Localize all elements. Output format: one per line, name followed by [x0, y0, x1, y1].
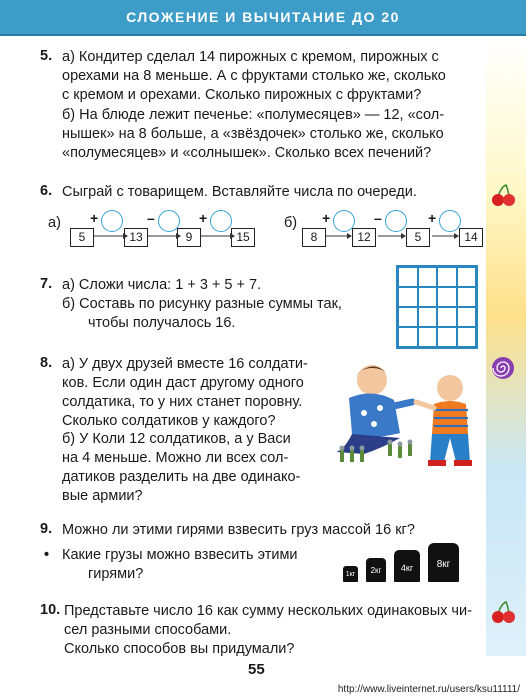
chain-a-box-2: 13: [124, 228, 148, 247]
weight-8kg: 8кг: [428, 543, 459, 582]
task5-a-line1: а) Кондитер сделал 14 пирожных с кремом, пирожных с: [62, 49, 439, 65]
weight-2kg: 2кг: [366, 558, 386, 582]
task8-a-line2: ков. Если один даст другому одного: [62, 375, 304, 391]
spiral-icon: [490, 355, 516, 381]
chain-b-op-2: –: [374, 210, 382, 226]
task9-text: Можно ли этими гирями взвесить груз массой 16 кг?: [62, 522, 415, 538]
footer-url: http://www.liveinternet.ru/users/ksu11111/: [337, 684, 520, 695]
task10-line2: сел разными способами.: [64, 622, 232, 638]
chain-a-box-4: 15: [231, 228, 255, 247]
chain-a-box-1: 5: [70, 228, 94, 247]
task10-line1: Представьте число 16 как сумму нескольких одинаковых чи-: [64, 603, 472, 619]
task10-number: 10.: [40, 602, 61, 618]
chain-a-op-3: +: [199, 210, 208, 226]
task8-b-line1: б) У Коли 12 солдатиков, а у Васи: [62, 431, 291, 447]
two-boys-illustration: [334, 358, 488, 470]
header-title: СЛОЖЕНИЕ И ВЫЧИТАНИЕ ДО 20: [126, 9, 400, 25]
task10-line3: Сколько способов вы придумали?: [64, 641, 295, 657]
task6-text: Сыграй с товарищем. Вставляйте числа по очереди.: [62, 184, 417, 200]
chain-a-op-1: +: [90, 210, 99, 226]
task8-a-line4: Сколько солдатиков у каждого?: [62, 413, 276, 429]
task6-number: 6.: [40, 183, 53, 199]
chain-a-arrows: [70, 225, 260, 245]
task7-b-line2: чтобы получалось 16.: [88, 315, 236, 331]
task5-a-line3: с кремом и орехами. Сколько пирожных с фруктами?: [62, 87, 422, 103]
task8-b-line2: на 4 меньше. Можно ли всех сол-: [62, 450, 289, 466]
chain-b-box-3: 5: [406, 228, 430, 247]
task8-number: 8.: [40, 355, 53, 371]
task6-a-label: а): [48, 215, 61, 231]
page-number: 55: [248, 661, 265, 678]
page-header: [0, 0, 526, 34]
task9-number: 9.: [40, 521, 53, 537]
task5-b-line3: «полумесяцев» и «солнышек». Сколько всех печений?: [62, 145, 432, 161]
task5-a-line2: орехами на 8 меньше. А с фруктами столько же, сколько: [62, 68, 446, 84]
task7-number: 7.: [40, 276, 53, 292]
task8-a-line1: а) У двух друзей вместе 16 солдати-: [62, 356, 308, 372]
task9-b-line2: гирями?: [88, 566, 144, 582]
header-border: [0, 34, 526, 36]
task5-b-line2: нышек» на 8 больше, а «звёздочек» столько же, сколько: [62, 126, 444, 142]
task9-bullet: •: [44, 547, 50, 563]
weight-1kg: 1кг: [343, 566, 358, 582]
task8-a-line3: солдатика, то у них станет поровну.: [62, 394, 303, 410]
task7-b-line1: б) Составь по рисунку разные суммы так,: [62, 296, 342, 312]
chain-b-op-3: +: [428, 210, 437, 226]
weight-4kg: 4кг: [394, 550, 420, 582]
cherry-icon: [490, 183, 516, 207]
chain-b-arrows: [302, 225, 472, 245]
chain-a-box-3: 9: [177, 228, 201, 247]
chain-b-box-1: 8: [302, 228, 326, 247]
number-grid: [396, 265, 478, 349]
chain-b-op-1: +: [322, 210, 331, 226]
task7-a: а) Сложи числа: 1 + 3 + 5 + 7.: [62, 277, 262, 293]
cherry-icon-2: [490, 600, 516, 624]
task6-b-label: б): [284, 215, 298, 231]
task8-b-line4: вые армии?: [62, 488, 143, 504]
chain-b-box-4: 14: [459, 228, 483, 247]
task5-number: 5.: [40, 48, 53, 64]
task8-b-line3: датиков разделить на две одинако-: [62, 469, 301, 485]
right-color-band: [486, 36, 526, 656]
task9-b-line1: Какие грузы можно взвесить этими: [62, 547, 298, 563]
chain-a-op-2: –: [147, 210, 155, 226]
task5-b-line1: б) На блюде лежит печенье: «полумесяцев» — 12, «сол-: [62, 107, 445, 123]
chain-b-box-2: 12: [352, 228, 376, 247]
